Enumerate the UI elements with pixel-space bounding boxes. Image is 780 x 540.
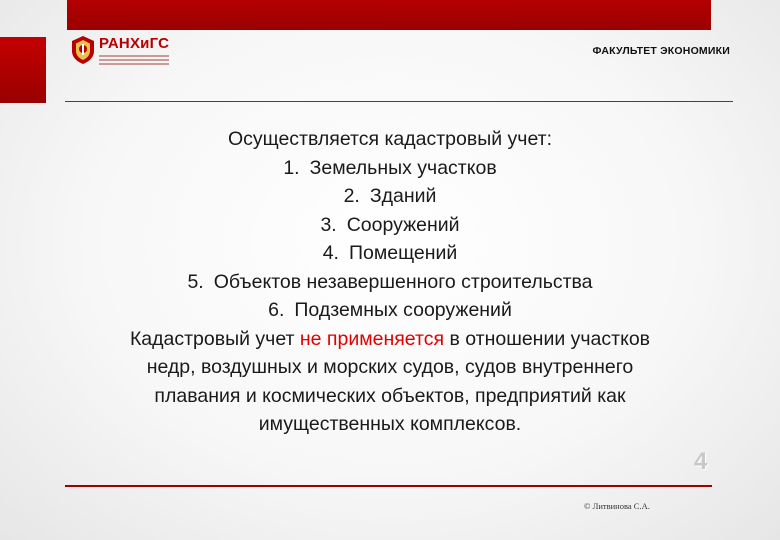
header-divider: [65, 101, 733, 102]
list-item: 4. Помещений: [322, 242, 458, 264]
note-paragraph: [40, 325, 740, 439]
list-item: 1. Земельных участков: [283, 156, 497, 179]
page-number: 4: [694, 448, 708, 475]
faculty-label: ФАКУЛЬТЕТ ЭКОНОМИКИ: [592, 45, 730, 57]
list-item: 2. Зданий: [343, 185, 437, 207]
note-line-3: плавания и космических объектов, предприятий как: [154, 384, 626, 407]
emblem-icon: [70, 35, 96, 65]
cadastral-list: [40, 154, 740, 325]
list-item: 5. Объектов незавершенного строительства: [187, 270, 593, 293]
logo-subtitle-lines: [99, 53, 169, 65]
note-line-1: Кадастровый учет не применяется в отношении участков: [129, 327, 651, 350]
list-item: 3. Сооружений: [320, 213, 460, 236]
footer-divider: [65, 485, 712, 487]
list-item: 6. Подземных сооружений: [268, 299, 512, 321]
note-line-4: имущественных комплексов.: [258, 413, 522, 435]
slide-body: [40, 125, 740, 439]
logo-title: РАНХиГС: [99, 34, 170, 52]
left-red-tab: [0, 37, 46, 103]
ranepa-logo: [70, 32, 175, 68]
intro-line: Осуществляется кадастровый учет:: [227, 128, 553, 150]
copyright-text: © Литвинова С.А.: [584, 501, 650, 511]
highlight-not-applied: не применяется: [299, 327, 445, 350]
top-red-bar: [67, 0, 711, 30]
note-line-2: недр, воздушных и морских судов, судов внутреннего: [146, 356, 634, 378]
